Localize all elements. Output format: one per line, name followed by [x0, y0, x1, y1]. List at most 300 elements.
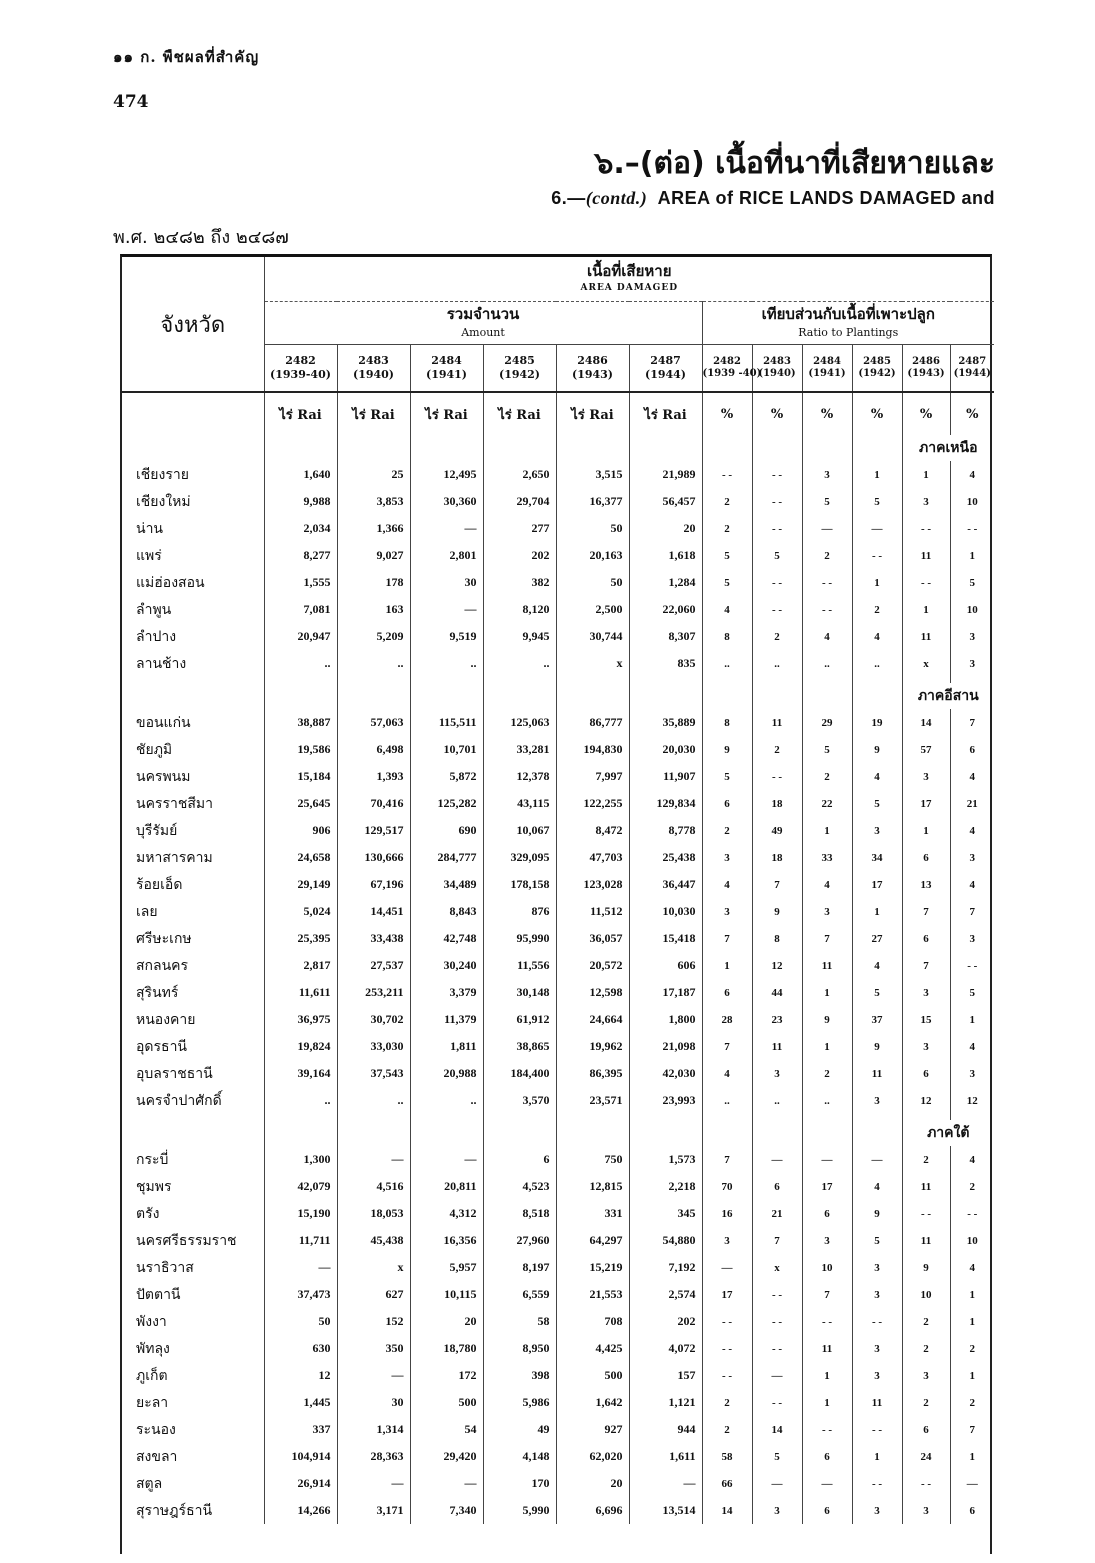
- ratio-year-header: [950, 345, 994, 393]
- table-row: [122, 1281, 994, 1308]
- ratio-cell: 2: [950, 1389, 994, 1416]
- region-label: ภาคเหนือ: [902, 435, 994, 461]
- amount-cell: 10,030: [629, 898, 702, 925]
- amount-cell: ..: [337, 1087, 410, 1114]
- ratio-cell: x: [752, 1254, 802, 1281]
- amount-cell: 337: [264, 1416, 337, 1443]
- ratio-cell: 1: [950, 1006, 994, 1033]
- province-name: สกลนคร: [136, 957, 189, 974]
- amount-year-header: [337, 345, 410, 393]
- year-ce: (1941): [808, 368, 846, 379]
- ratio-header-english: Ratio to Plantings: [702, 326, 994, 345]
- amount-cell: 6,498: [337, 736, 410, 763]
- region-row-blank: [122, 435, 264, 461]
- ratio-cell: 8: [702, 709, 752, 736]
- province-name: ลำพูน: [136, 601, 172, 618]
- ratio-cell: 4: [950, 871, 994, 898]
- ratio-cell: 1: [802, 1362, 852, 1389]
- unit-percent: %: [852, 392, 902, 435]
- amount-cell: 170: [483, 1470, 556, 1497]
- table-row: [122, 569, 994, 596]
- ratio-cell: - -: [950, 952, 994, 979]
- ratio-cell: 6: [802, 1497, 852, 1524]
- amount-cell: 1,555: [264, 569, 337, 596]
- amount-cell: 36,975: [264, 1006, 337, 1033]
- ratio-cell: 2: [702, 488, 752, 515]
- amount-cell: 2,500: [556, 596, 629, 623]
- amount-cell: x: [556, 650, 629, 677]
- amount-cell: 12,378: [483, 763, 556, 790]
- amount-cell: 178: [337, 569, 410, 596]
- ratio-cell: 58: [702, 1443, 752, 1470]
- amount-cell: 690: [410, 817, 483, 844]
- ratio-cell: 3: [902, 1497, 950, 1524]
- amount-cell: 2,817: [264, 952, 337, 979]
- ratio-cell: 29: [802, 709, 852, 736]
- amount-cell: 152: [337, 1308, 410, 1335]
- ratio-cell: 1: [902, 596, 950, 623]
- ratio-cell: 11: [852, 1060, 902, 1087]
- amount-cell: 10,115: [410, 1281, 483, 1308]
- ratio-cell: - -: [802, 596, 852, 623]
- table-row: [122, 1087, 994, 1114]
- amount-cell: 58: [483, 1308, 556, 1335]
- amount-cell: 3,379: [410, 979, 483, 1006]
- amount-cell: 331: [556, 1200, 629, 1227]
- ratio-cell: 23: [752, 1006, 802, 1033]
- region-label: ภาคอีสาน: [902, 683, 994, 709]
- region-row-blank: [556, 435, 629, 461]
- ratio-cell: —: [852, 1146, 902, 1173]
- amount-cell: ..: [337, 650, 410, 677]
- amount-cell: 12: [264, 1362, 337, 1389]
- amount-cell: 54,880: [629, 1227, 702, 1254]
- ratio-cell: 13: [902, 871, 950, 898]
- ratio-cell: 27: [852, 925, 902, 952]
- province-name: ระนอง: [136, 1421, 176, 1438]
- ratio-cell: 33: [802, 844, 852, 871]
- ratio-cell: 21: [950, 790, 994, 817]
- amount-cell: 20,947: [264, 623, 337, 650]
- province-name: ชุมพร: [136, 1178, 172, 1195]
- amount-cell: 12,815: [556, 1173, 629, 1200]
- region-row-blank: [122, 683, 264, 709]
- ratio-cell: - -: [852, 542, 902, 569]
- table-body: [122, 392, 994, 1524]
- amount-cell: 14,451: [337, 898, 410, 925]
- amount-cell: 8,120: [483, 596, 556, 623]
- province-name: บุรีรัมย์: [136, 822, 178, 839]
- ratio-cell: 2: [902, 1308, 950, 1335]
- ratio-cell: 21: [752, 1200, 802, 1227]
- ratio-cell: 6: [950, 736, 994, 763]
- amount-cell: 12,495: [410, 461, 483, 488]
- year-ce: (1944): [644, 368, 687, 381]
- region-header-row: [122, 1120, 994, 1146]
- province-name: มหาสารคาม: [136, 849, 213, 866]
- ratio-cell: 1: [802, 979, 852, 1006]
- ratio-cell: 11: [902, 1173, 950, 1200]
- year-ce: (1944): [953, 368, 991, 379]
- amount-cell: —: [410, 1146, 483, 1173]
- running-header: ๑๑ ก. พืชผลที่สำคัญ: [113, 48, 260, 66]
- amount-cell: 95,990: [483, 925, 556, 952]
- region-row-blank: [802, 683, 852, 709]
- amount-cell: 8,472: [556, 817, 629, 844]
- ratio-cell: x: [902, 650, 950, 677]
- amount-cell: 12,598: [556, 979, 629, 1006]
- ratio-cell: 1: [950, 1281, 994, 1308]
- ratio-cell: - -: [752, 1281, 802, 1308]
- ratio-year-header: [702, 345, 762, 393]
- amount-cell: 125,063: [483, 709, 556, 736]
- amount-year-header: [410, 345, 483, 393]
- amount-cell: 7,192: [629, 1254, 702, 1281]
- ratio-cell: 1: [902, 461, 950, 488]
- ratio-cell: 49: [752, 817, 802, 844]
- amount-cell: 11,379: [410, 1006, 483, 1033]
- region-row-blank: [483, 1120, 556, 1146]
- amount-cell: 20,030: [629, 736, 702, 763]
- ratio-cell: 3: [852, 1254, 902, 1281]
- amount-cell: 927: [556, 1416, 629, 1443]
- ratio-cell: 3: [950, 623, 994, 650]
- ratio-cell: 70: [702, 1173, 752, 1200]
- amount-cell: 30,148: [483, 979, 556, 1006]
- amount-cell: 163: [337, 596, 410, 623]
- ratio-cell: —: [950, 1470, 994, 1497]
- region-row-blank: [852, 435, 902, 461]
- amount-cell: 630: [264, 1335, 337, 1362]
- amount-cell: 25,395: [264, 925, 337, 952]
- ratio-cell: 9: [852, 1200, 902, 1227]
- period-label: พ.ศ. ๒๔๘๒ ถึง ๒๔๘๗: [113, 227, 289, 248]
- ratio-cell: 17: [902, 790, 950, 817]
- ratio-cell: 7: [950, 709, 994, 736]
- year-be: 2485: [504, 354, 535, 367]
- ratio-cell: 66: [702, 1470, 752, 1497]
- amount-cell: 1,300: [264, 1146, 337, 1173]
- ratio-cell: 3: [752, 1060, 802, 1087]
- amount-cell: 17,187: [629, 979, 702, 1006]
- year-ce: (1939-40): [270, 368, 331, 381]
- ratio-cell: 9: [802, 1006, 852, 1033]
- ratio-cell: 3: [802, 898, 852, 925]
- amount-cell: 2,574: [629, 1281, 702, 1308]
- table-row: [122, 1362, 994, 1389]
- area-damaged-header-thai: เนื้อที่เสียหาย: [264, 257, 994, 283]
- amount-cell: 38,887: [264, 709, 337, 736]
- ratio-cell: —: [802, 1470, 852, 1497]
- ratio-cell: 6: [802, 1200, 852, 1227]
- ratio-cell: 3: [950, 925, 994, 952]
- amount-cell: 500: [556, 1362, 629, 1389]
- amount-cell: 34,489: [410, 871, 483, 898]
- ratio-cell: 2: [802, 763, 852, 790]
- year-ce: (1942): [858, 368, 896, 379]
- region-row-blank: [483, 683, 556, 709]
- ratio-cell: 7: [752, 1227, 802, 1254]
- ratio-cell: 4: [702, 596, 752, 623]
- table-row: [122, 1227, 994, 1254]
- table-row: [122, 1497, 994, 1524]
- table-row: [122, 1146, 994, 1173]
- amount-cell: ..: [410, 1087, 483, 1114]
- ratio-cell: 11: [902, 623, 950, 650]
- ratio-cell: 5: [852, 790, 902, 817]
- ratio-cell: 10: [950, 488, 994, 515]
- ratio-cell: 3: [950, 1060, 994, 1087]
- amount-cell: 39,164: [264, 1060, 337, 1087]
- amount-cell: 33,281: [483, 736, 556, 763]
- amount-cell: 2,801: [410, 542, 483, 569]
- amount-cell: 27,537: [337, 952, 410, 979]
- ratio-cell: 1: [702, 952, 752, 979]
- ratio-cell: 11: [852, 1389, 902, 1416]
- ratio-cell: - -: [752, 569, 802, 596]
- amount-cell: 4,312: [410, 1200, 483, 1227]
- amount-cell: 2,034: [264, 515, 337, 542]
- ratio-cell: 11: [902, 1227, 950, 1254]
- amount-cell: 28,363: [337, 1443, 410, 1470]
- amount-cell: 30,744: [556, 623, 629, 650]
- amount-cell: 606: [629, 952, 702, 979]
- amount-cell: 4,425: [556, 1335, 629, 1362]
- table-row: [122, 515, 994, 542]
- ratio-cell: 1: [950, 1362, 994, 1389]
- unit-percent: %: [702, 392, 752, 435]
- year-ce: (1943): [907, 368, 945, 379]
- amount-cell: x: [337, 1254, 410, 1281]
- amount-cell: 398: [483, 1362, 556, 1389]
- ratio-cell: 1: [852, 898, 902, 925]
- region-row-blank: [852, 1120, 902, 1146]
- amount-cell: 16,377: [556, 488, 629, 515]
- amount-cell: 8,277: [264, 542, 337, 569]
- region-row-blank: [410, 683, 483, 709]
- amount-cell: 9,945: [483, 623, 556, 650]
- table-row: [122, 1200, 994, 1227]
- amount-cell: 9,027: [337, 542, 410, 569]
- province-name: แพร่: [136, 547, 162, 564]
- amount-cell: 20: [629, 515, 702, 542]
- amount-cell: 38,865: [483, 1033, 556, 1060]
- ratio-cell: 4: [950, 817, 994, 844]
- ratio-cell: - -: [752, 515, 802, 542]
- amount-year-header: [483, 345, 556, 393]
- ratio-cell: ..: [702, 650, 752, 677]
- amount-cell: 50: [556, 569, 629, 596]
- ratio-cell: 4: [802, 871, 852, 898]
- table-row: [122, 1254, 994, 1281]
- ratio-cell: 12: [950, 1087, 994, 1114]
- amount-cell: 49: [483, 1416, 556, 1443]
- amount-cell: 944: [629, 1416, 702, 1443]
- amount-cell: 500: [410, 1389, 483, 1416]
- amount-cell: 11,611: [264, 979, 337, 1006]
- ratio-cell: 3: [902, 979, 950, 1006]
- ratio-cell: 6: [702, 979, 752, 1006]
- amount-cell: 56,457: [629, 488, 702, 515]
- ratio-cell: 1: [950, 1443, 994, 1470]
- ratio-cell: 57: [902, 736, 950, 763]
- amount-cell: ..: [410, 650, 483, 677]
- amount-cell: 8,197: [483, 1254, 556, 1281]
- ratio-cell: 5: [852, 488, 902, 515]
- table-row: [122, 871, 994, 898]
- province-name: ภูเก็ต: [136, 1367, 168, 1384]
- table-row: [122, 925, 994, 952]
- table-row: [122, 709, 994, 736]
- unit-rai: ไร่ Rai: [410, 392, 483, 435]
- ratio-cell: 5: [802, 488, 852, 515]
- amount-cell: 5,024: [264, 898, 337, 925]
- ratio-cell: 3: [852, 1281, 902, 1308]
- amount-cell: 21,989: [629, 461, 702, 488]
- ratio-cell: 10: [902, 1281, 950, 1308]
- amount-cell: 876: [483, 898, 556, 925]
- year-be: 2483: [358, 354, 389, 367]
- amount-cell: 11,556: [483, 952, 556, 979]
- region-label: ภาคใต้: [902, 1120, 994, 1146]
- amount-cell: 1,121: [629, 1389, 702, 1416]
- table-row: [122, 488, 994, 515]
- amount-cell: ..: [483, 650, 556, 677]
- amount-cell: 906: [264, 817, 337, 844]
- amount-cell: 30: [410, 569, 483, 596]
- amount-cell: 21,098: [629, 1033, 702, 1060]
- amount-cell: 70,416: [337, 790, 410, 817]
- province-name: เชียงใหม่: [136, 493, 191, 510]
- amount-cell: 62,020: [556, 1443, 629, 1470]
- unit-percent: %: [802, 392, 852, 435]
- province-name: สุราษฎร์ธานี: [136, 1502, 213, 1519]
- ratio-cell: 3: [902, 1362, 950, 1389]
- ratio-cell: 14: [702, 1497, 752, 1524]
- year-be: 2486: [577, 354, 608, 367]
- amount-cell: 19,962: [556, 1033, 629, 1060]
- amount-cell: —: [337, 1362, 410, 1389]
- amount-cell: —: [337, 1470, 410, 1497]
- amount-cell: 15,219: [556, 1254, 629, 1281]
- ratio-cell: —: [802, 1146, 852, 1173]
- region-row-blank: [410, 435, 483, 461]
- amount-cell: 1,618: [629, 542, 702, 569]
- ratio-header-thai: เทียบส่วนกับเนื้อที่เพาะปลูก: [702, 302, 994, 327]
- province-name: สตูล: [136, 1475, 163, 1492]
- year-be: 2486: [912, 356, 940, 367]
- ratio-cell: 3: [702, 844, 752, 871]
- amount-cell: 30,360: [410, 488, 483, 515]
- province-name: นครพนม: [136, 768, 191, 785]
- amount-cell: 750: [556, 1146, 629, 1173]
- province-name: อุดรธานี: [136, 1038, 187, 1055]
- ratio-cell: - -: [752, 763, 802, 790]
- region-row-blank: [752, 435, 802, 461]
- amount-cell: 36,057: [556, 925, 629, 952]
- amount-cell: 1,611: [629, 1443, 702, 1470]
- amount-cell: 8,518: [483, 1200, 556, 1227]
- ratio-cell: 37: [852, 1006, 902, 1033]
- ratio-cell: 1: [902, 817, 950, 844]
- ratio-cell: 2: [752, 736, 802, 763]
- ratio-cell: 2: [702, 1416, 752, 1443]
- amount-cell: 11,711: [264, 1227, 337, 1254]
- ratio-year-header: [802, 345, 852, 393]
- ratio-cell: 4: [702, 1060, 752, 1087]
- amount-cell: 178,158: [483, 871, 556, 898]
- amount-cell: 184,400: [483, 1060, 556, 1087]
- table-row: [122, 1308, 994, 1335]
- province-name: นราธิวาส: [136, 1259, 194, 1276]
- ratio-cell: - -: [852, 1416, 902, 1443]
- region-row-blank: [556, 683, 629, 709]
- amount-cell: 5,209: [337, 623, 410, 650]
- amount-cell: —: [410, 1470, 483, 1497]
- amount-cell: 129,834: [629, 790, 702, 817]
- amount-cell: 30,702: [337, 1006, 410, 1033]
- ratio-cell: 12: [902, 1087, 950, 1114]
- ratio-cell: ..: [752, 650, 802, 677]
- amount-cell: 123,028: [556, 871, 629, 898]
- region-row-blank: [264, 683, 337, 709]
- amount-cell: 122,255: [556, 790, 629, 817]
- province-name: ลานช้าง: [136, 655, 187, 672]
- region-row-blank: [702, 435, 752, 461]
- ratio-cell: 22: [802, 790, 852, 817]
- amount-cell: 26,914: [264, 1470, 337, 1497]
- ratio-cell: 2: [702, 1389, 752, 1416]
- region-row-blank: [337, 683, 410, 709]
- ratio-cell: 1: [950, 1308, 994, 1335]
- amount-cell: 1,284: [629, 569, 702, 596]
- ratio-cell: - -: [950, 1200, 994, 1227]
- ratio-cell: 4: [950, 461, 994, 488]
- province-name: นครศรีธรรมราช: [136, 1232, 237, 1249]
- ratio-cell: 2: [852, 596, 902, 623]
- amount-cell: 1,573: [629, 1146, 702, 1173]
- ratio-cell: 10: [802, 1254, 852, 1281]
- unit-rai: ไร่ Rai: [264, 392, 337, 435]
- table-row: [122, 790, 994, 817]
- ratio-cell: - -: [752, 461, 802, 488]
- ratio-cell: 7: [902, 952, 950, 979]
- ratio-cell: 7: [802, 925, 852, 952]
- amount-cell: 3,515: [556, 461, 629, 488]
- table-row: [122, 650, 994, 677]
- ratio-cell: 5: [950, 569, 994, 596]
- region-header-row: [122, 435, 994, 461]
- amount-cell: 20: [556, 1470, 629, 1497]
- amount-cell: 86,395: [556, 1060, 629, 1087]
- page-number: 474: [113, 92, 149, 112]
- amount-cell: 50: [264, 1308, 337, 1335]
- ratio-cell: - -: [902, 1470, 950, 1497]
- region-row-blank: [852, 683, 902, 709]
- ratio-cell: 7: [702, 1146, 752, 1173]
- ratio-cell: 11: [752, 1033, 802, 1060]
- amount-cell: 24,664: [556, 1006, 629, 1033]
- province-name: หนองคาย: [136, 1011, 196, 1028]
- ratio-cell: ..: [752, 1087, 802, 1114]
- amount-cell: ..: [264, 1087, 337, 1114]
- ratio-cell: - -: [702, 461, 752, 488]
- ratio-cell: 3: [950, 650, 994, 677]
- ratio-cell: 7: [702, 1033, 752, 1060]
- ratio-cell: 7: [702, 925, 752, 952]
- amount-cell: 350: [337, 1335, 410, 1362]
- ratio-cell: 6: [902, 844, 950, 871]
